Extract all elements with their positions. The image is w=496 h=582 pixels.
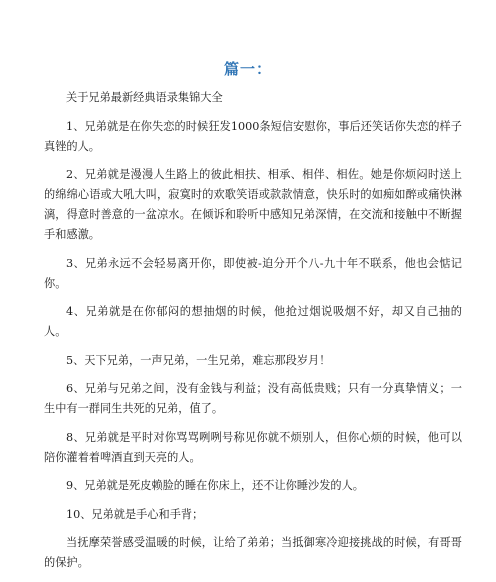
- paragraph: 5、天下兄弟，一声兄弟，一生兄弟，难忘那段岁月！: [66, 353, 331, 367]
- paragraph: 10、兄弟就是手心和手背；: [66, 507, 204, 521]
- paragraph: 1、兄弟就是在你失恋的时候狂发1000条短信安慰你，事后还笑话你失恋的样子真锉的人。: [44, 119, 462, 153]
- document-subtitle: 关于兄弟最新经典语录集锦大全: [66, 91, 223, 104]
- paragraph: 8、兄弟就是平时对你骂骂咧咧号称见你就不烦别人，但你心烦的时候，他可以陪你灌着着啤酒直到天亮的人。: [44, 430, 462, 464]
- paragraph: 3、兄弟永远不会轻易离开你，即使被-迫分开个八-九十年不联系，他也会惦记你。: [44, 256, 462, 290]
- paragraph: 当抚摩荣誉感受温暖的时候，让给了弟弟；当抵御寒冷迎接挑战的时候，有哥哥的保护。: [44, 536, 462, 569]
- document-title: 篇一：: [223, 60, 272, 78]
- paragraph: 4、兄弟就是在你郁闷的想抽烟的时候，他抢过烟说吸烟不好，却又自己抽的人。: [44, 305, 462, 338]
- document-body: [44, 88, 462, 582]
- paragraph: 2、兄弟就是漫漫人生路上的彼此相扶、相承、相伴、相佐。她是你烦闷时送上的绵绵心语或大吼大叫，寂寞时的欢歌笑语或款款情意，快乐时的如痴如醉或痛快淋漓，得意时善意的一盆凉水。在倾诉和聆听中感知兄弟深情，在交流和接触中不断握手和感激。: [44, 168, 462, 241]
- paragraph: 9、兄弟就是死皮赖脸的睡在你床上，还不让你睡沙发的人。: [66, 479, 364, 492]
- paragraph: 6、兄弟与兄弟之间，没有金钱与利益；没有高低贵贱；只有一分真挚情义；一生中有一群同生共死的兄弟，值了。: [44, 382, 462, 415]
